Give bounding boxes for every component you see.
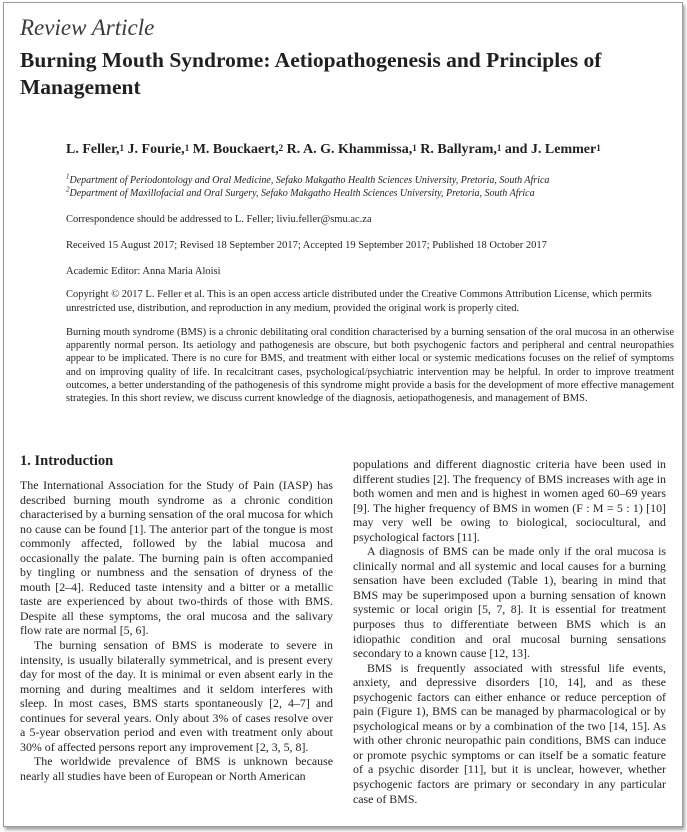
paragraph: The International Association for the Study of Pain (IASP) has described burning mouth syndrome as a chronic condition characterised by a burning sensation of the oral mucosa for which no cause can be found [1]. The anterior part of the tongue is most commonly affected, followed by the labial mucosa and occasionally the palate. The burning pain is often accompanied by tingling or numbness and the sensation of dryness of the mouth [2–4]. Reduced taste intensity and a bitter or a metallic taste are experienced by about two-thirds of those with BMS. Despite all these symptoms, the oral mucosa and the salivary flow rate are normal [5, 6].	[20, 478, 334, 638]
paragraph: The burning sensation of BMS is moderate to severe in intensity, is usually bilaterally symmetrical, and is present every day for most of the day. It is minimal or even absent early in the morning and during mealtimes and it seldom interferes with sleep. In most cases, BMS starts spontaneously [2, 4–7] and continues for several years. Only about 3% of cases resolve over a 5-year observation period and even with treatment only about 30% of affected persons report any improvement [2, 3, 5, 8].	[20, 638, 333, 754]
paragraph: populations and different diagnostic criteria have been used in different studies [2]. The frequency of BMS increases with age in both women and men and is highest in women aged 60–69 years [9]. The higher frequency of BMS in women (F : M = 5 : 1) [10] may very well be owing to biological, sociocultural, and psychological factors [11].	[353, 457, 666, 544]
article-title: Burning Mouth Syndrome: Aetiopathogenesis and Principles of Management	[20, 48, 602, 99]
body-column-right	[353, 457, 666, 806]
author: R. A. G. Khammissa,$^1$	[283, 142, 417, 157]
section-heading: 1. Introduction	[20, 453, 114, 469]
abstract: Burning mouth syndrome (BMS) is a chronic debilitating oral condition characterised by a burning sensation of the oral mucosa in an otherwise apparently normal person. Its aetiology and pathogenesis are obscure, but both psychogenic factors and peripheral and central neuropathies appear to be implicated. There is no cure for BMS, and treatment with either local or systemic medications focuses on the relief of symptoms and on improving quality of life. In recalcitrant cases, psychological/psychiatric intervention may be helpful. In order to improve treatment outcomes, a better understanding of the pathogenesis of this syndrome might provide a basis for the development of more effective management strategies. In this short review, we discuss current knowledge of the diagnosis, aetiopathogenesis, and management of BMS.	[66, 327, 674, 405]
author: R. Ballyram,$^1$	[416, 142, 502, 157]
author: and J. Lemmer$^1$	[501, 142, 601, 157]
academic-editor: Academic Editor: Anna Maria Aloisi	[66, 266, 221, 277]
author: J. Fourie,$^1$	[124, 142, 190, 157]
author: L. Feller,$^1$	[66, 142, 125, 157]
correspondence: Correspondence should be addressed to L. Feller; liviu.feller@smu.ac.za	[66, 214, 372, 225]
body-column-left	[20, 478, 333, 783]
paragraph: A diagnosis of BMS can be made only if the oral mucosa is clinically normal and all systemic and local causes for a burning sensation have been excluded (Table 1), bearing in mind that BMS may be superimposed upon a burning sensation of known systemic or local origin [5, 7, 8]. It is essential for treatment purposes thus to differentiate between BMS which is an idiopathic condition and oral mucosal burning sensations secondary to a known cause [12, 13].	[353, 544, 666, 661]
paragraph: The worldwide prevalence of BMS is unknown because nearly all studies have been of European or North American	[20, 754, 333, 783]
affiliation-2: $^2$Department of Maxillofacial and Oral Surgery, Sefako Makgatho Health Sciences University, Pretoria, South Africa	[66, 185, 535, 199]
article-type: Review Article	[20, 15, 155, 40]
paragraph: BMS is frequently associated with stressful life events, anxiety, and depressive disorders [10, 14], and as these psychogenic factors can either enhance or reduce perception of pain (Figure 1), BMS can be managed by pharmacological or by psychological means or by a combination of the two [14, 15]. As with other chronic neuropathic pain conditions, BMS can induce or promote psychic symptoms or can itself be a somatic feature of a psychic disorder [11], but it is unclear, however, whether psychogenic factors are primary or secondary in any particular case of BMS.	[353, 660, 666, 806]
publication-dates: Received 15 August 2017; Revised 18 September 2017; Accepted 19 September 2017; Published 18 October 2017	[66, 240, 547, 251]
author: M. Bouckaert,$^2$	[189, 142, 284, 157]
author-list	[66, 142, 666, 158]
copyright-notice: Copyright © 2017 L. Feller et al. This is an open access article distributed under the Creative Commons Attribution License, which permits unrestricted use, distribution, and reproduction in any medium, provided the original work is properly cited.	[66, 289, 652, 314]
affiliation-1: $^1$Department of Periodontology and Oral Medicine, Sefako Makgatho Health Sciences University, Pretoria, South Africa	[66, 172, 550, 186]
article-page	[3, 2, 683, 827]
